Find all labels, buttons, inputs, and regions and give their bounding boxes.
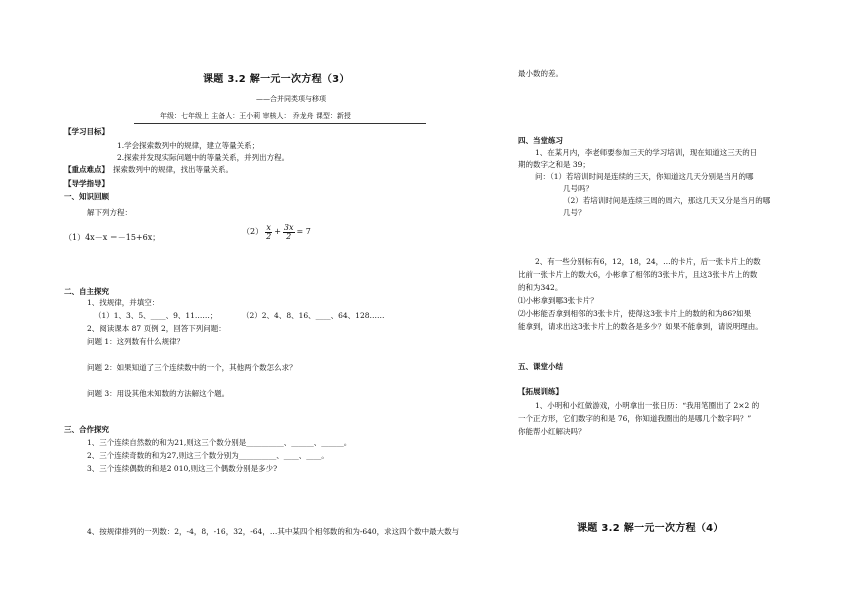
practice-1-question-1-cont: 几号吗？ bbox=[563, 184, 593, 193]
question-1: 问题 1：这列数有什么规律？ bbox=[87, 337, 185, 346]
section-3-item-2: 2、三个连续奇数的和为27,则这三个数分别为__________、____、____。 bbox=[87, 451, 329, 460]
practice-1-line-1: 1、在某月内，李老师要参加三天的学习培训，现在知道这三天的日 bbox=[535, 148, 758, 157]
equation-2-fraction-1: $\frac{x}{2}$ bbox=[266, 223, 272, 241]
section-3-item-4: 4、按规律排列的一列数：2，-4，8，-16，32，-64，…其中某四个相邻数的和为-640，求这四个数中最大数与 bbox=[87, 527, 460, 536]
extension-line-3: 你能帮小红解决吗？ bbox=[518, 427, 586, 436]
equation-2-plus: + bbox=[274, 227, 281, 237]
lesson-subtitle: ——合并同类项与移项 bbox=[256, 95, 326, 103]
sequence-1: （1）1、3、5、____、9、11……； bbox=[94, 311, 218, 320]
equation-2-fraction-2: $\frac{3x}{2}$ bbox=[283, 223, 294, 241]
section-3-item-1: 1、三个连续自然数的和为21,则这三个数分别是__________、______、______。 bbox=[87, 438, 352, 447]
key-points-label: 【重点难点】 bbox=[64, 165, 109, 174]
practice-2-question-1: ⑴小彬拿到哪3张卡片？ bbox=[518, 296, 598, 305]
practice-1-question-2: （2）若培训时间是连续三周的周六，那这几天又分是当月的哪 bbox=[563, 196, 771, 205]
practice-1-line-2: 期的数字之和是 39； bbox=[518, 160, 590, 169]
practice-1-question-2-cont: 几号？ bbox=[563, 208, 586, 217]
practice-2-line-3: 的和为342。 bbox=[518, 283, 563, 292]
extension-label: 【拓展训练】 bbox=[518, 387, 563, 396]
section-3-item-3: 3、三个连续偶数的和是2 010,则这三个偶数分别是多少? bbox=[87, 464, 278, 473]
equation-2-rhs: = 7 bbox=[296, 227, 311, 237]
section-2-heading: 二、自主探究 bbox=[64, 287, 109, 296]
lesson-info: 年级：七年级上 主备人：王小莉 审核人： 乔龙舟 课型：新授 bbox=[160, 112, 351, 120]
sequence-2: （2）2、4、8、16、____、64、128…… bbox=[242, 311, 385, 320]
objective-1: 1.学会探索数列中的规律，建立等量关系； bbox=[117, 141, 260, 150]
section-3-heading: 三、合作探究 bbox=[64, 425, 109, 434]
info-underline bbox=[134, 123, 426, 124]
question-3: 问题 3：用设其他未知数的方法解这个题。 bbox=[87, 389, 230, 398]
section-2-item-1: 1、找规律，并填空： bbox=[87, 298, 160, 307]
extension-line-2: 一个正方形，它们数字的和是 76，你知道我圈出的是哪几个数字吗？” bbox=[518, 414, 752, 423]
equation-1: （1）4x－x ＝－15+6x； bbox=[64, 233, 161, 242]
practice-1-question-1: 问：（1）若培训时间是连续的三天，你知道这几天分别是当月的哪 bbox=[535, 172, 754, 181]
extension-line-1: 1、小明和小红做游戏，小明拿出一张日历：“我用笔圈出了 2×2 的 bbox=[535, 401, 760, 410]
practice-2-line-2: 比前一张卡片上的数大6，小彬拿了相邻的3张卡片，且这3张卡片上的数 bbox=[518, 270, 758, 279]
next-lesson-title: 课题 3.2 解一元一次方程（4） bbox=[577, 523, 724, 534]
section-2-item-2: 2、阅读课本 87 页例 2，回答下列问题： bbox=[87, 324, 226, 333]
section-1-heading: 一、知识回顾 bbox=[64, 192, 109, 201]
lesson-title: 课题 3.2 解一元一次方程（3） bbox=[203, 74, 350, 85]
section-4-heading: 四、当堂练习 bbox=[518, 136, 563, 145]
practice-2-question-2: ⑵小彬能否拿到相邻的3张卡片，使得这3张卡片上的数的和为86?如果 bbox=[518, 309, 752, 318]
practice-2-question-2-cont: 能拿到，请求出这3张卡片上的数各是多少？如果不能拿到，请说明理由。 bbox=[518, 322, 763, 331]
section-1-intro: 解下列方程： bbox=[87, 208, 132, 217]
objective-2: 2.探索并发现实际问题中的等量关系，并列出方程。 bbox=[117, 153, 290, 162]
section-5-heading: 五、课堂小结 bbox=[518, 362, 563, 371]
equation-2-label: （2） bbox=[242, 227, 264, 237]
guide-label: 【导学指导】 bbox=[64, 179, 109, 188]
practice-2-line-1: 2、有一些分别标有6，12，18，24，…的卡片，后一张卡片上的数 bbox=[535, 257, 761, 266]
key-points-text: 探索数列中的规律，找出等量关系。 bbox=[113, 165, 233, 174]
continued-text: 最小数的差。 bbox=[518, 69, 563, 78]
question-2: 问题 2：如果知道了三个连续数中的一个，其他两个数怎么求？ bbox=[87, 363, 297, 372]
objectives-label: 【学习目标】 bbox=[64, 127, 109, 136]
equation-2 bbox=[242, 224, 311, 241]
